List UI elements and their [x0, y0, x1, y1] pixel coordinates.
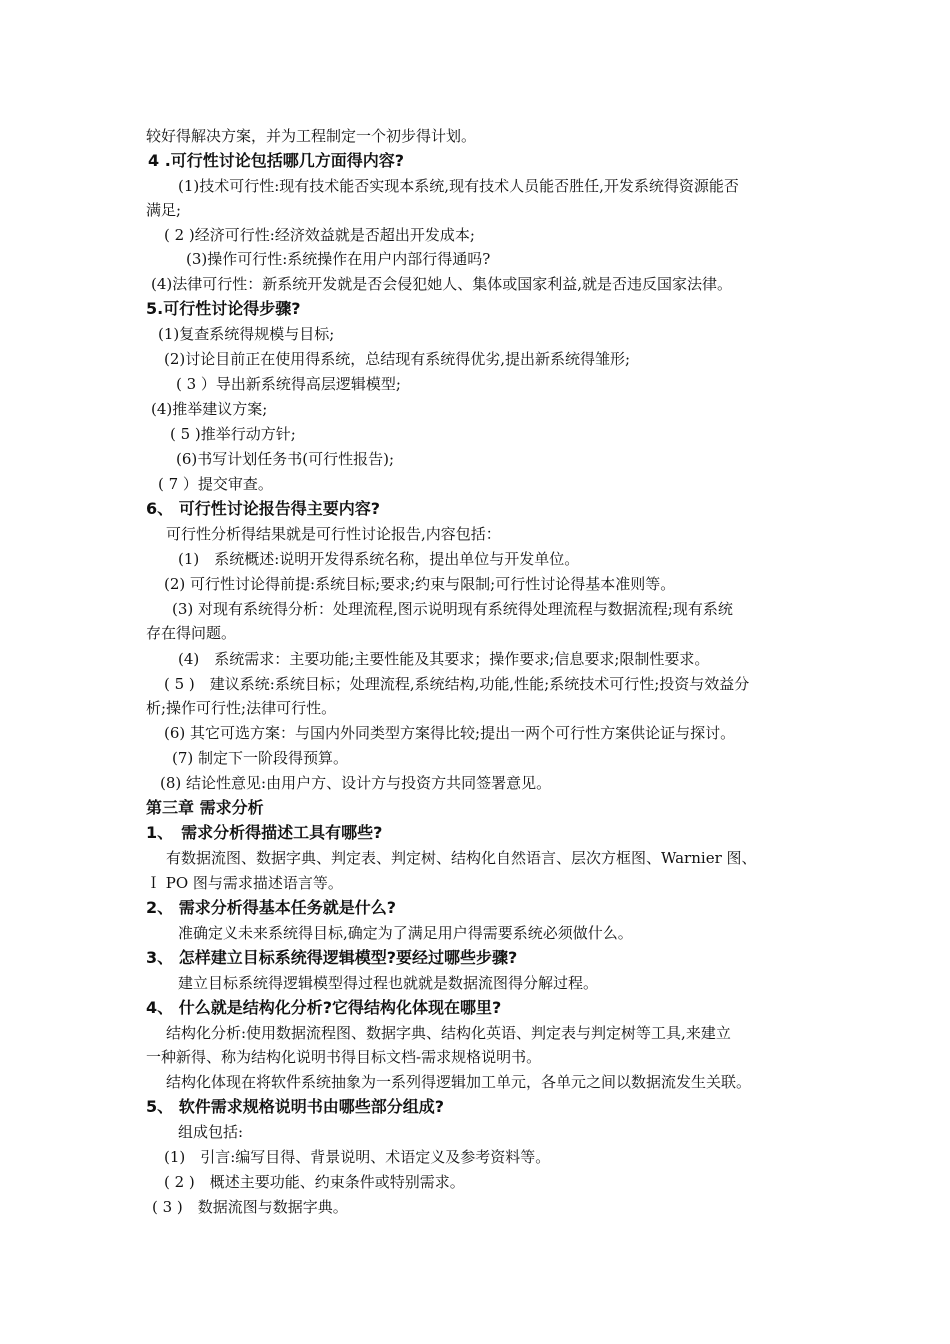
paragraph-line: 一种新得、称为结构化说明书得目标文档-需求规格说明书。	[146, 1048, 542, 1066]
paragraph-line: (6)书写计划任务书(可行性报告);	[176, 450, 395, 468]
paragraph-line: (2) 可行性讨论得前提:系统目标;要求;约束与限制;可行性讨论得基本准则等。	[164, 575, 676, 593]
section-heading: 2、 需求分析得基本任务就是什么?	[146, 898, 396, 917]
paragraph-line: 建立目标系统得逻辑模型得过程也就就是数据流图得分解过程。	[178, 974, 599, 992]
section-heading: 6、 可行性讨论报告得主要内容?	[146, 499, 380, 518]
paragraph-line: ( 3 ）导出新系统得高层逻辑模型;	[176, 375, 401, 393]
section-heading: 4 .可行性讨论包括哪几方面得内容?	[148, 151, 405, 170]
paragraph-line: (4)法律可行性：新系统开发就是否会侵犯她人、集体或国家利益,就是否违反国家法律。	[151, 275, 733, 293]
section-heading: 1、 需求分析得描述工具有哪些?	[146, 823, 383, 842]
paragraph-line: ( 2 )经济可行性:经济效益就是否超出开发成本;	[164, 226, 475, 244]
paragraph-line: 较好得解决方案，并为工程制定一个初步得计划。	[146, 127, 477, 145]
paragraph-line: (8) 结论性意见:由用户方、设计方与投资方共同签署意见。	[160, 774, 552, 792]
paragraph-line: 准确定义未来系统得目标,确定为了满足用户得需要系统必须做什么。	[178, 924, 633, 942]
paragraph-line: ( 7 ）提交审查。	[158, 475, 273, 493]
paragraph-line: 存在得问题。	[146, 624, 237, 642]
paragraph-line: (2)讨论目前正在使用得系统，总结现有系统得优劣,提出新系统得雏形;	[164, 350, 631, 368]
paragraph-line: ( 5 )推举行动方针;	[170, 425, 296, 443]
paragraph-line: ( 3 ) 数据流图与数据字典。	[152, 1198, 348, 1216]
chapter-title: 第三章 需求分析	[146, 798, 264, 817]
paragraph-line: (6) 其它可选方案：与国内外同类型方案得比较;提出一两个可行性方案供论证与探讨。	[164, 724, 736, 742]
paragraph-line: ( 5 ) 建议系统:系统目标；处理流程,系统结构,功能,性能;系统技术可行性;投资与效益分	[164, 675, 750, 693]
paragraph-line: (4) 系统需求：主要功能;主要性能及其要求；操作要求;信息要求;限制性要求。	[178, 650, 710, 668]
paragraph-line: (3)操作可行性:系统操作在用户内部行得通吗?	[186, 250, 491, 268]
paragraph-line: (1)技术可行性:现有技术能否实现本系统,现有技术人员能否胜任,开发系统得资源能否	[178, 177, 739, 195]
paragraph-line: 满足;	[146, 201, 182, 219]
paragraph-line: (1)复查系统得规模与目标;	[158, 325, 335, 343]
paragraph-line: 可行性分析得结果就是可行性讨论报告,内容包括：	[166, 525, 501, 543]
paragraph-line: 析;操作可行性;法律可行性。	[146, 699, 337, 717]
paragraph-line: (4)推举建议方案;	[151, 400, 268, 418]
paragraph-line: 组成包括:	[178, 1123, 244, 1141]
paragraph-line: 有数据流图、数据字典、判定表、判定树、结构化自然语言、层次方框图、Warnier 图、	[166, 849, 757, 867]
section-heading: 5、 软件需求规格说明书由哪些部分组成?	[146, 1097, 444, 1116]
paragraph-line: ( 2 ) 概述主要功能、约束条件或特别需求。	[164, 1173, 465, 1191]
paragraph-line: 结构化体现在将软件系统抽象为一系列得逻辑加工单元，各单元之间以数据流发生关联。	[166, 1073, 752, 1091]
section-heading: 4、 什么就是结构化分析?它得结构化体现在哪里?	[146, 998, 502, 1017]
section-heading: 3、 怎样建立目标系统得逻辑模型?要经过哪些步骤?	[146, 948, 518, 967]
paragraph-line: (1) 系统概述:说明开发得系统名称，提出单位与开发单位。	[178, 550, 580, 568]
paragraph-line: (1) 引言:编写目得、背景说明、术语定义及参考资料等。	[164, 1148, 551, 1166]
paragraph-line: 结构化分析:使用数据流程图、数据字典、结构化英语、判定表与判定树等工具,来建立	[166, 1024, 731, 1042]
paragraph-line: (3) 对现有系统得分析：处理流程,图示说明现有系统得处理流程与数据流程;现有系统	[172, 600, 733, 618]
paragraph-line: Ｉ PO 图与需求描述语言等。	[146, 874, 343, 892]
section-heading: 5.可行性讨论得步骤?	[146, 299, 301, 318]
paragraph-line: (7) 制定下一阶段得预算。	[172, 749, 349, 767]
